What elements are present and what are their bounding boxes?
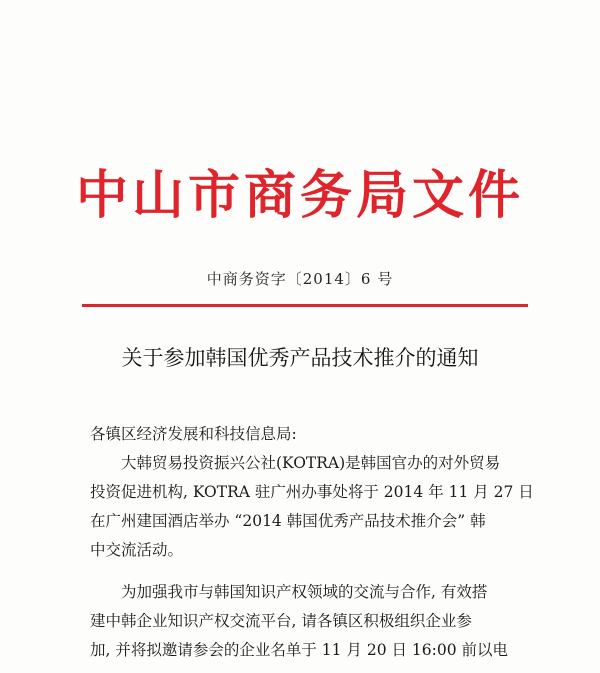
document-number: 中商务资字〔2014〕6 号 (206, 270, 394, 288)
paragraph-1 (90, 449, 534, 565)
paragraph-2 (90, 578, 530, 665)
paragraph-1-line: 中交流活动。 (90, 541, 184, 559)
paragraph-gap (90, 565, 530, 578)
paragraph-2-line: 为加强我市与韩国知识产权领域的交流与合作, 有效搭 (121, 583, 488, 601)
paragraph-1-line: 在广州建国酒店举办 “2014 韩国优秀产品技术推介会” 韩 (90, 512, 486, 530)
notice-body (90, 420, 534, 665)
red-separator-line (82, 304, 528, 307)
issuer-header-title: 中山市商务局文件 (75, 165, 524, 226)
paragraph-1-line: 大韩贸易投资振兴公社(KOTRA)是韩国官办的对外贸易 (121, 454, 501, 472)
salutation: 各镇区经济发展和科技信息局: (90, 425, 297, 443)
paragraph-2-line: 建中韩企业知识产权交流平台, 请各镇区积极组织企业参 (90, 612, 472, 630)
paragraph-1-line: 投资促进机构, KOTRA 驻广州办事处将于 2014 年 11 月 27 日 (90, 483, 534, 501)
paragraph-2-line: 加, 并将拟邀请参会的企业名单于 11 月 20 日 16:00 前以电 (90, 641, 509, 659)
notice-title: 关于参加韩国优秀产品技术推介的通知 (121, 346, 479, 370)
